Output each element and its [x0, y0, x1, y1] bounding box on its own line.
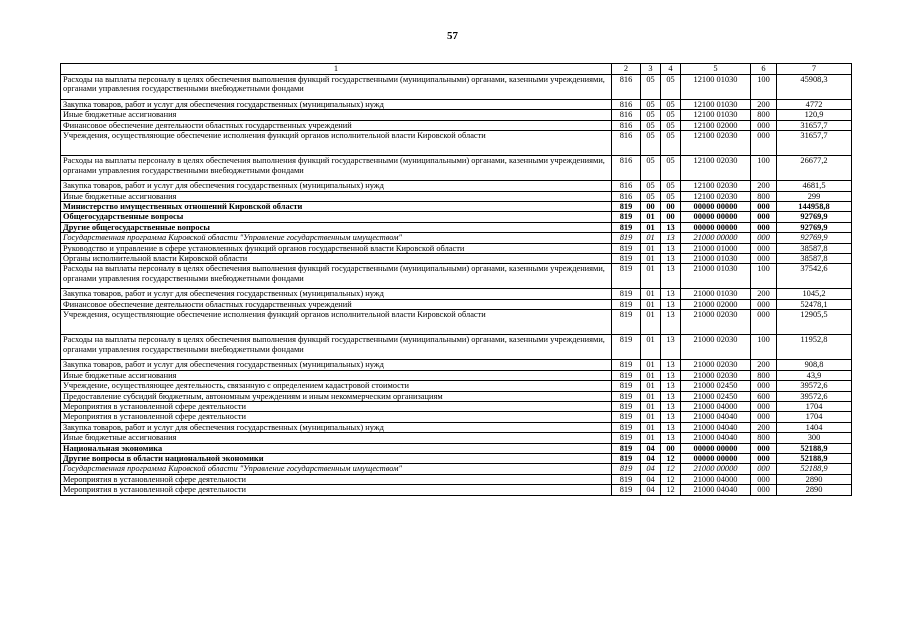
- row-subsection-cell: 05: [661, 75, 681, 100]
- row-name-cell: Закупка товаров, работ и услуг для обеспечения государственных (муниципальных) нужд: [61, 181, 612, 191]
- row-name-cell: Расходы на выплаты персоналу в целях обеспечения выполнения функций государственными (муниципальными) органами, казенными учреждениями, органами управления государственными внебюджетными фондами: [61, 156, 612, 181]
- row-subsection-cell: 13: [661, 370, 681, 380]
- row-expense-type-cell: 000: [751, 412, 777, 422]
- row-section-cell: 01: [641, 254, 661, 264]
- row-section-cell: 05: [641, 131, 661, 156]
- row-subsection-cell: 05: [661, 156, 681, 181]
- row-name-cell: Финансовое обеспечение деятельности областных государственных учреждений: [61, 120, 612, 130]
- row-gov-code-cell: 819: [612, 289, 641, 299]
- row-subsection-cell: 13: [661, 233, 681, 243]
- row-gov-code-cell: 819: [612, 310, 641, 335]
- header-col-4: 4: [661, 64, 681, 75]
- row-expense-type-cell: 000: [751, 243, 777, 253]
- table-row: [61, 264, 852, 289]
- row-target-article-cell: 12100 02030: [681, 131, 751, 156]
- row-amount-cell: 1704: [777, 412, 852, 422]
- row-target-article-cell: 21000 04040: [681, 412, 751, 422]
- row-target-article-cell: 00000 00000: [681, 453, 751, 463]
- row-subsection-cell: 13: [661, 289, 681, 299]
- row-expense-type-cell: 000: [751, 222, 777, 232]
- row-target-article-cell: 00000 00000: [681, 202, 751, 212]
- table-row: [61, 110, 852, 120]
- row-gov-code-cell: 819: [612, 360, 641, 370]
- row-section-cell: 05: [641, 181, 661, 191]
- row-subsection-cell: 13: [661, 412, 681, 422]
- row-target-article-cell: 21000 02000: [681, 299, 751, 309]
- row-name-cell: Общегосударственные вопросы: [61, 212, 612, 222]
- table-row: [61, 181, 852, 191]
- row-name-cell: Расходы на выплаты персоналу в целях обеспечения выполнения функций государственными (муниципальными) органами, казенными учреждениями, органами управления государственными внебюджетными фондами: [61, 75, 612, 100]
- row-target-article-cell: 21000 01030: [681, 254, 751, 264]
- row-section-cell: 05: [641, 100, 661, 110]
- row-gov-code-cell: 816: [612, 181, 641, 191]
- row-amount-cell: 1704: [777, 401, 852, 411]
- row-amount-cell: 52188,9: [777, 453, 852, 463]
- row-subsection-cell: 13: [661, 391, 681, 401]
- row-subsection-cell: 12: [661, 453, 681, 463]
- row-gov-code-cell: 819: [612, 412, 641, 422]
- row-target-article-cell: 12100 01030: [681, 75, 751, 100]
- row-expense-type-cell: 100: [751, 75, 777, 100]
- row-name-cell: Учреждения, осуществляющие обеспечение исполнения функций органов исполнительной власти Кировской области: [61, 310, 612, 335]
- row-section-cell: 01: [641, 412, 661, 422]
- row-amount-cell: 43,9: [777, 370, 852, 380]
- page-number: 57: [447, 30, 458, 42]
- row-subsection-cell: 12: [661, 474, 681, 484]
- row-target-article-cell: 00000 00000: [681, 443, 751, 453]
- row-expense-type-cell: 000: [751, 212, 777, 222]
- row-expense-type-cell: 800: [751, 110, 777, 120]
- row-subsection-cell: 13: [661, 360, 681, 370]
- row-name-cell: Национальная экономика: [61, 443, 612, 453]
- row-amount-cell: 908,8: [777, 360, 852, 370]
- table-row: [61, 212, 852, 222]
- row-target-article-cell: 21000 02450: [681, 381, 751, 391]
- row-target-article-cell: 12100 02030: [681, 156, 751, 181]
- table-row: [61, 370, 852, 380]
- row-name-cell: Другие вопросы в области национальной экономики: [61, 453, 612, 463]
- row-name-cell: Мероприятия в установленной сфере деятельности: [61, 412, 612, 422]
- row-name-cell: Руководство и управление в сфере установленных функций органов государственной власти Кировской области: [61, 243, 612, 253]
- row-amount-cell: 45908,3: [777, 75, 852, 100]
- row-section-cell: 01: [641, 264, 661, 289]
- row-expense-type-cell: 000: [751, 401, 777, 411]
- row-subsection-cell: 00: [661, 202, 681, 212]
- row-gov-code-cell: 819: [612, 391, 641, 401]
- row-gov-code-cell: 819: [612, 381, 641, 391]
- row-name-cell: Иные бюджетные ассигнования: [61, 191, 612, 201]
- row-amount-cell: 12905,5: [777, 310, 852, 335]
- row-section-cell: 01: [641, 212, 661, 222]
- table-row: [61, 222, 852, 232]
- table-row: [61, 100, 852, 110]
- row-expense-type-cell: 100: [751, 156, 777, 181]
- row-gov-code-cell: 819: [612, 335, 641, 360]
- row-gov-code-cell: 819: [612, 443, 641, 453]
- row-section-cell: 05: [641, 191, 661, 201]
- row-gov-code-cell: 819: [612, 254, 641, 264]
- table-header-row: [61, 64, 852, 75]
- row-subsection-cell: 13: [661, 433, 681, 443]
- table-row: [61, 433, 852, 443]
- row-subsection-cell: 13: [661, 264, 681, 289]
- table-row: [61, 335, 852, 360]
- row-expense-type-cell: 000: [751, 254, 777, 264]
- row-amount-cell: 144958,8: [777, 202, 852, 212]
- row-expense-type-cell: 100: [751, 335, 777, 360]
- row-target-article-cell: 12100 01030: [681, 110, 751, 120]
- row-target-article-cell: 21000 01030: [681, 264, 751, 289]
- row-name-cell: Учреждение, осуществляющее деятельность, связанную с определением кадастровой стоимости: [61, 381, 612, 391]
- row-gov-code-cell: 819: [612, 433, 641, 443]
- header-col-2: 2: [612, 64, 641, 75]
- row-amount-cell: 31657,7: [777, 120, 852, 130]
- header-col-1: 1: [61, 64, 612, 75]
- table-row: [61, 412, 852, 422]
- row-amount-cell: 52478,1: [777, 299, 852, 309]
- row-subsection-cell: 05: [661, 110, 681, 120]
- table-row: [61, 243, 852, 253]
- row-amount-cell: 1404: [777, 422, 852, 432]
- row-name-cell: Финансовое обеспечение деятельности областных государственных учреждений: [61, 299, 612, 309]
- row-amount-cell: 300: [777, 433, 852, 443]
- row-expense-type-cell: 200: [751, 289, 777, 299]
- row-gov-code-cell: 819: [612, 474, 641, 484]
- row-section-cell: 04: [641, 485, 661, 495]
- row-name-cell: Расходы на выплаты персоналу в целях обеспечения выполнения функций государственными (муниципальными) органами, казенными учреждениями, органами управления государственными внебюджетными фондами: [61, 264, 612, 289]
- row-gov-code-cell: 816: [612, 156, 641, 181]
- row-subsection-cell: 05: [661, 120, 681, 130]
- row-gov-code-cell: 819: [612, 243, 641, 253]
- row-subsection-cell: 05: [661, 191, 681, 201]
- table-row: [61, 401, 852, 411]
- table-row: [61, 381, 852, 391]
- row-expense-type-cell: 100: [751, 264, 777, 289]
- row-name-cell: Органы исполнительной власти Кировской области: [61, 254, 612, 264]
- row-section-cell: 01: [641, 243, 661, 253]
- row-section-cell: 05: [641, 75, 661, 100]
- row-expense-type-cell: 000: [751, 453, 777, 463]
- row-target-article-cell: 21000 01000: [681, 243, 751, 253]
- header-col-7: 7: [777, 64, 852, 75]
- row-section-cell: 01: [641, 310, 661, 335]
- row-gov-code-cell: 819: [612, 233, 641, 243]
- row-section-cell: 01: [641, 233, 661, 243]
- row-amount-cell: 92769,9: [777, 222, 852, 232]
- row-expense-type-cell: 200: [751, 100, 777, 110]
- row-gov-code-cell: 819: [612, 422, 641, 432]
- row-subsection-cell: 13: [661, 401, 681, 411]
- row-gov-code-cell: 819: [612, 370, 641, 380]
- row-target-article-cell: 21000 00000: [681, 464, 751, 474]
- table-row: [61, 191, 852, 201]
- budget-table: [60, 63, 852, 496]
- table-row: [61, 485, 852, 495]
- row-target-article-cell: 21000 04040: [681, 485, 751, 495]
- table-row: [61, 131, 852, 156]
- row-name-cell: Государственная программа Кировской области "Управление государственным имуществом": [61, 464, 612, 474]
- row-amount-cell: 26677,2: [777, 156, 852, 181]
- row-expense-type-cell: 000: [751, 120, 777, 130]
- row-expense-type-cell: 000: [751, 381, 777, 391]
- row-subsection-cell: 13: [661, 299, 681, 309]
- row-subsection-cell: 00: [661, 212, 681, 222]
- row-amount-cell: 4681,5: [777, 181, 852, 191]
- table-row: [61, 289, 852, 299]
- row-expense-type-cell: 800: [751, 370, 777, 380]
- row-gov-code-cell: 819: [612, 212, 641, 222]
- row-section-cell: 01: [641, 401, 661, 411]
- row-section-cell: 01: [641, 335, 661, 360]
- row-gov-code-cell: 816: [612, 191, 641, 201]
- header-col-6: 6: [751, 64, 777, 75]
- row-name-cell: Другие общегосударственные вопросы: [61, 222, 612, 232]
- row-name-cell: Расходы на выплаты персоналу в целях обеспечения выполнения функций государственными (муниципальными) органами, казенными учреждениями, органами управления государственными внебюджетными фондами: [61, 335, 612, 360]
- row-section-cell: 04: [641, 464, 661, 474]
- header-col-5: 5: [681, 64, 751, 75]
- row-subsection-cell: 05: [661, 181, 681, 191]
- row-section-cell: 01: [641, 360, 661, 370]
- row-section-cell: 01: [641, 381, 661, 391]
- row-target-article-cell: 21000 04040: [681, 422, 751, 432]
- row-expense-type-cell: 200: [751, 181, 777, 191]
- row-amount-cell: 31657,7: [777, 131, 852, 156]
- row-amount-cell: 38587,8: [777, 254, 852, 264]
- row-gov-code-cell: 816: [612, 120, 641, 130]
- row-expense-type-cell: 800: [751, 191, 777, 201]
- row-subsection-cell: 13: [661, 335, 681, 360]
- row-subsection-cell: 13: [661, 222, 681, 232]
- row-amount-cell: 39572,6: [777, 391, 852, 401]
- row-name-cell: Предоставление субсидий бюджетным, автономным учреждениям и иным некоммерческим организациям: [61, 391, 612, 401]
- row-amount-cell: 52188,9: [777, 464, 852, 474]
- row-name-cell: Министерство имущественных отношений Кировской области: [61, 202, 612, 212]
- row-gov-code-cell: 819: [612, 464, 641, 474]
- row-amount-cell: 2890: [777, 485, 852, 495]
- row-section-cell: 01: [641, 289, 661, 299]
- row-section-cell: 01: [641, 422, 661, 432]
- row-section-cell: 01: [641, 299, 661, 309]
- row-amount-cell: 52188,9: [777, 443, 852, 453]
- row-name-cell: Закупка товаров, работ и услуг для обеспечения государственных (муниципальных) нужд: [61, 289, 612, 299]
- table-row: [61, 360, 852, 370]
- row-name-cell: Мероприятия в установленной сфере деятельности: [61, 401, 612, 411]
- table-row: [61, 299, 852, 309]
- row-name-cell: Иные бюджетные ассигнования: [61, 370, 612, 380]
- row-target-article-cell: 12100 02030: [681, 181, 751, 191]
- row-expense-type-cell: 000: [751, 299, 777, 309]
- row-amount-cell: 2890: [777, 474, 852, 484]
- row-section-cell: 01: [641, 222, 661, 232]
- row-amount-cell: 37542,6: [777, 264, 852, 289]
- row-gov-code-cell: 819: [612, 453, 641, 463]
- row-target-article-cell: 21000 02030: [681, 335, 751, 360]
- row-target-article-cell: 21000 01030: [681, 289, 751, 299]
- table-row: [61, 156, 852, 181]
- row-name-cell: Учреждения, осуществляющие обеспечение исполнения функций органов исполнительной власти Кировской области: [61, 131, 612, 156]
- row-section-cell: 05: [641, 110, 661, 120]
- table-row: [61, 443, 852, 453]
- row-expense-type-cell: 000: [751, 464, 777, 474]
- row-subsection-cell: 12: [661, 485, 681, 495]
- row-subsection-cell: 13: [661, 243, 681, 253]
- row-name-cell: Закупка товаров, работ и услуг для обеспечения государственных (муниципальных) нужд: [61, 422, 612, 432]
- row-section-cell: 05: [641, 120, 661, 130]
- row-expense-type-cell: 000: [751, 310, 777, 335]
- row-section-cell: 01: [641, 391, 661, 401]
- table-row: [61, 254, 852, 264]
- row-name-cell: Мероприятия в установленной сфере деятельности: [61, 474, 612, 484]
- row-amount-cell: 38587,8: [777, 243, 852, 253]
- row-gov-code-cell: 819: [612, 264, 641, 289]
- row-amount-cell: 11952,8: [777, 335, 852, 360]
- row-gov-code-cell: 819: [612, 202, 641, 212]
- row-target-article-cell: 21000 00000: [681, 233, 751, 243]
- row-name-cell: Иные бюджетные ассигнования: [61, 110, 612, 120]
- row-expense-type-cell: 000: [751, 474, 777, 484]
- row-target-article-cell: 00000 00000: [681, 222, 751, 232]
- row-section-cell: 04: [641, 443, 661, 453]
- row-target-article-cell: 21000 04040: [681, 433, 751, 443]
- row-expense-type-cell: 000: [751, 443, 777, 453]
- row-gov-code-cell: 819: [612, 222, 641, 232]
- table-row: [61, 474, 852, 484]
- row-section-cell: 00: [641, 202, 661, 212]
- row-amount-cell: 120,9: [777, 110, 852, 120]
- row-subsection-cell: 12: [661, 464, 681, 474]
- table-row: [61, 310, 852, 335]
- row-gov-code-cell: 816: [612, 110, 641, 120]
- row-amount-cell: 92769,9: [777, 212, 852, 222]
- table-row: [61, 233, 852, 243]
- row-expense-type-cell: 200: [751, 360, 777, 370]
- row-subsection-cell: 13: [661, 381, 681, 391]
- row-name-cell: Государственная программа Кировской области "Управление государственным имуществом": [61, 233, 612, 243]
- table-row: [61, 453, 852, 463]
- row-target-article-cell: 21000 04000: [681, 474, 751, 484]
- row-expense-type-cell: 200: [751, 422, 777, 432]
- row-target-article-cell: 21000 02030: [681, 360, 751, 370]
- row-target-article-cell: 21000 04000: [681, 401, 751, 411]
- table-row: [61, 422, 852, 432]
- row-gov-code-cell: 816: [612, 131, 641, 156]
- row-expense-type-cell: 000: [751, 202, 777, 212]
- row-target-article-cell: 21000 02030: [681, 310, 751, 335]
- row-target-article-cell: 00000 00000: [681, 212, 751, 222]
- row-subsection-cell: 13: [661, 422, 681, 432]
- row-section-cell: 04: [641, 474, 661, 484]
- row-section-cell: 04: [641, 453, 661, 463]
- table-row: [61, 75, 852, 100]
- row-amount-cell: 4772: [777, 100, 852, 110]
- row-name-cell: Закупка товаров, работ и услуг для обеспечения государственных (муниципальных) нужд: [61, 100, 612, 110]
- table-row: [61, 202, 852, 212]
- row-gov-code-cell: 819: [612, 299, 641, 309]
- row-amount-cell: 1045,2: [777, 289, 852, 299]
- row-expense-type-cell: 000: [751, 233, 777, 243]
- row-name-cell: Мероприятия в установленной сфере деятельности: [61, 485, 612, 495]
- row-subsection-cell: 00: [661, 443, 681, 453]
- row-name-cell: Закупка товаров, работ и услуг для обеспечения государственных (муниципальных) нужд: [61, 360, 612, 370]
- row-expense-type-cell: 000: [751, 485, 777, 495]
- row-section-cell: 01: [641, 370, 661, 380]
- row-expense-type-cell: 800: [751, 433, 777, 443]
- row-subsection-cell: 13: [661, 310, 681, 335]
- row-section-cell: 01: [641, 433, 661, 443]
- row-amount-cell: 299: [777, 191, 852, 201]
- table-row: [61, 120, 852, 130]
- row-subsection-cell: 05: [661, 131, 681, 156]
- row-section-cell: 05: [641, 156, 661, 181]
- row-target-article-cell: 21000 02030: [681, 370, 751, 380]
- row-amount-cell: 39572,6: [777, 381, 852, 391]
- row-gov-code-cell: 816: [612, 75, 641, 100]
- row-target-article-cell: 12100 02030: [681, 191, 751, 201]
- header-col-3: 3: [641, 64, 661, 75]
- row-gov-code-cell: 819: [612, 401, 641, 411]
- row-name-cell: Иные бюджетные ассигнования: [61, 433, 612, 443]
- table-row: [61, 464, 852, 474]
- row-target-article-cell: 21000 02450: [681, 391, 751, 401]
- row-target-article-cell: 12100 01030: [681, 100, 751, 110]
- row-target-article-cell: 12100 02000: [681, 120, 751, 130]
- row-amount-cell: 92769,9: [777, 233, 852, 243]
- row-expense-type-cell: 000: [751, 131, 777, 156]
- row-subsection-cell: 05: [661, 100, 681, 110]
- row-expense-type-cell: 600: [751, 391, 777, 401]
- table-row: [61, 391, 852, 401]
- row-subsection-cell: 13: [661, 254, 681, 264]
- row-gov-code-cell: 816: [612, 100, 641, 110]
- row-gov-code-cell: 819: [612, 485, 641, 495]
